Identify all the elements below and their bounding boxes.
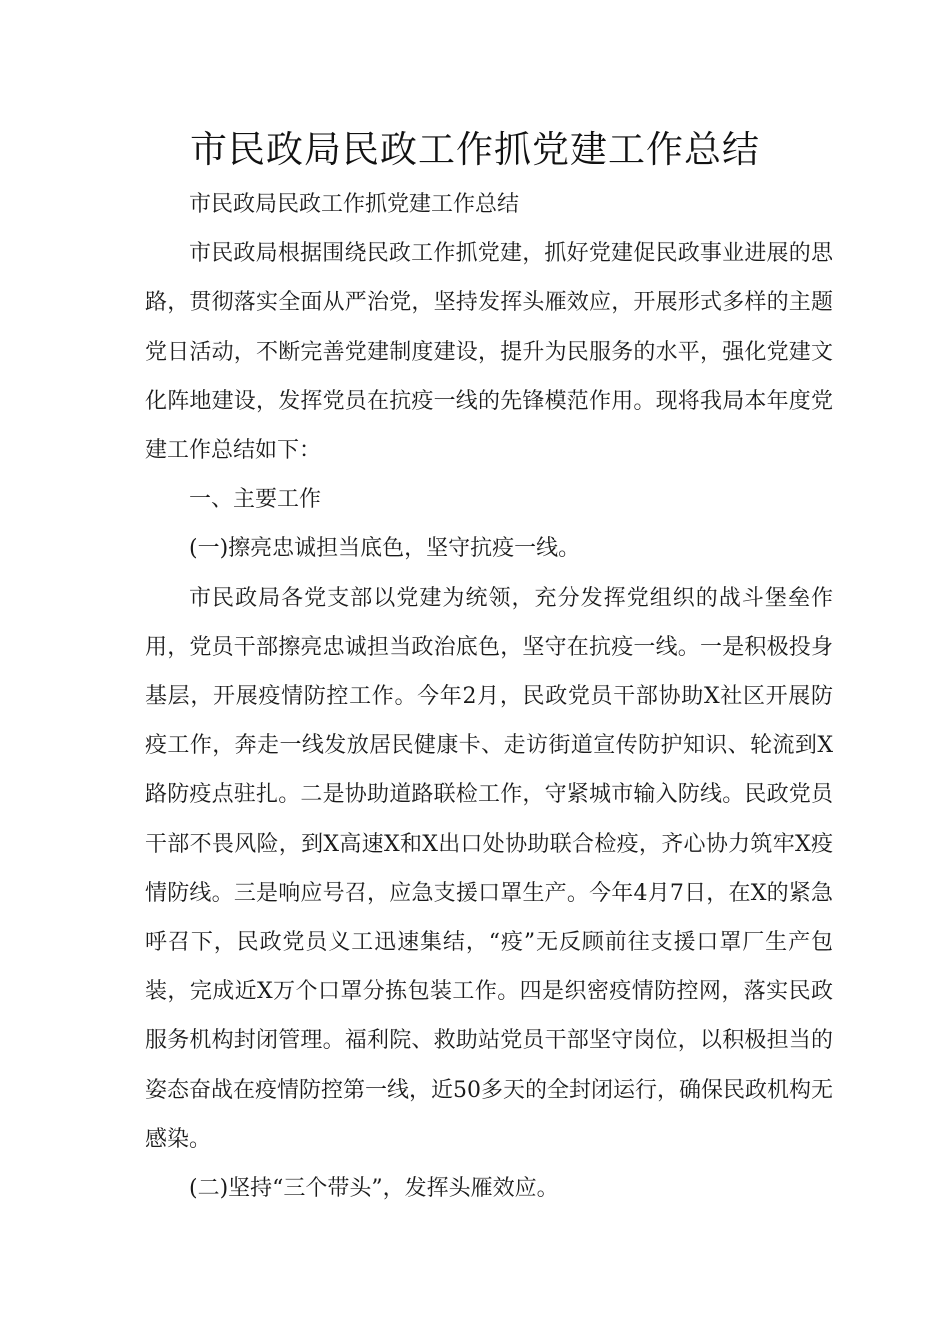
body-paragraph: 市民政局各党支部以党建为统领，充分发挥党组织的战斗堡垒作用，党员干部擦亮忠诚担当政治底色，坚守在抗疫一线。一是积极投身基层，开展疫情防控工作。今年2月，民政党员干部协助X社区开展防疫工作，奔走一线发放居民健康卡、走访街道宣传防护知识、轮流到X路防疫点驻扎。二是协助道路联检工作，守紧城市输入防线。民政党员干部不畏风险，到X高速X和X出口处协助联合检疫，齐心协力筑牢X疫情防线。三是响应号召，应急支援口罩生产。今年4月7日，在X的紧急呼召下，民政党员义工迅速集结，“疫”无反顾前往支援口罩厂生产包装，完成近X万个口罩分拣包装工作。四是织密疫情防控网，落实民政服务机构封闭管理。福利院、救助站党员干部坚守岗位，以积极担当的姿态奋战在疫情防控第一线，近50多天的全封闭运行，确保民政机构无感染。	[145, 585, 833, 1152]
section-heading: 一、主要工作	[189, 487, 322, 513]
subsection-heading-1: (一)擦亮忠诚担当底色，坚守抗疫一线。	[189, 536, 581, 562]
intro-paragraph: 市民政局根据围绕民政工作抓党建，抓好党建促民政事业进展的思路，贯彻落实全面从严治党，坚持发挥头雁效应，开展形式多样的主题党日活动，不断完善党建制度建设，提升为民服务的水平，强化党建文化阵地建设，发挥党员在抗疫一线的先锋模范作用。现将我局本年度党建工作总结如下：	[145, 241, 833, 464]
document-title: 市民政局民政工作抓党建工作总结	[190, 128, 760, 171]
subsection-heading-2: (二)坚持“三个带头”，发挥头雁效应。	[189, 1176, 559, 1202]
subtitle-paragraph: 市民政局民政工作抓党建工作总结	[189, 192, 520, 217]
document-body	[145, 180, 833, 1213]
